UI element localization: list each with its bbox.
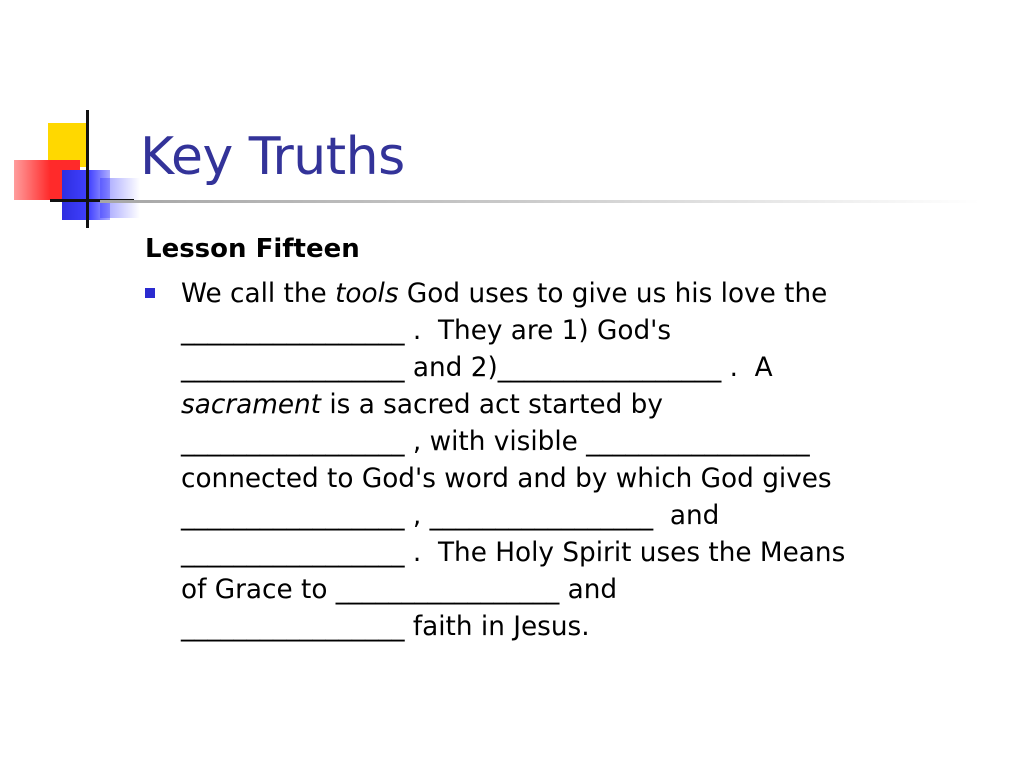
decorative-logo xyxy=(0,0,140,240)
text-line: _________________ , _________________ and xyxy=(181,501,720,531)
bullet-square-icon xyxy=(145,288,155,298)
text-line: _________________ and 2)_________________ . A xyxy=(181,353,773,383)
bullet-paragraph xyxy=(181,276,1011,646)
text-line: _________________ faith in Jesus. xyxy=(181,612,590,642)
slide-title: Key Truths xyxy=(140,127,405,187)
text-segment: is a sacred act started by xyxy=(320,390,663,420)
logo-blue-fade xyxy=(100,178,140,218)
text-segment: We call the xyxy=(181,279,336,309)
text-line: of Grace to _________________ and xyxy=(181,575,618,605)
text-line: _________________ , with visible _________________ xyxy=(181,427,810,457)
text-line: _________________ . They are 1) God's xyxy=(181,316,672,346)
lesson-heading: Lesson Fifteen xyxy=(145,234,360,264)
text-line: connected to God's word and by which God gives xyxy=(181,464,832,494)
logo-vertical-line xyxy=(86,110,89,228)
title-underline xyxy=(100,200,980,203)
italic-word-tools: tools xyxy=(335,279,399,309)
italic-word-sacrament: sacrament xyxy=(181,390,321,420)
text-line: _________________ . The Holy Spirit uses the Means xyxy=(181,538,846,568)
text-segment: God uses to give us his love the xyxy=(398,279,828,309)
